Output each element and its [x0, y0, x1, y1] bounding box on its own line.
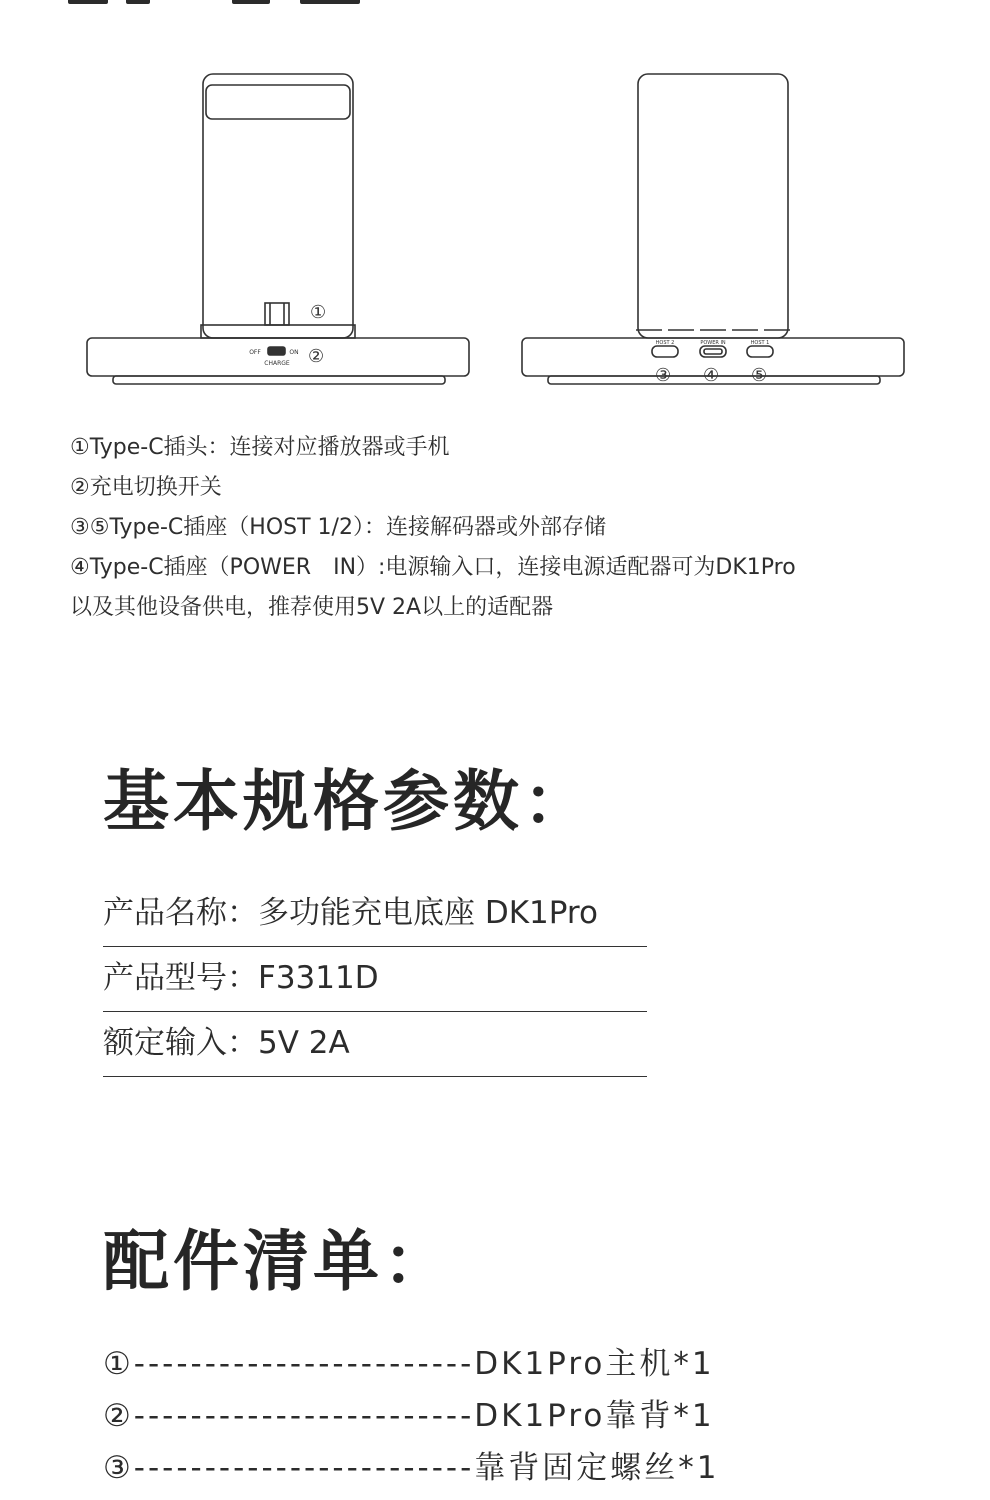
- spec-row: 产品名称：多功能充电底座 DK1Pro: [103, 884, 647, 947]
- marker-1: ①: [310, 302, 327, 323]
- description-line: ③⑤Type-C插座（HOST 1/2）：连接解码器或外部存储: [70, 515, 606, 540]
- accessory-item: ②------------------------DK1Pro靠背*1: [103, 1398, 715, 1434]
- marker-3: ③: [655, 365, 672, 386]
- specs-list: [103, 884, 647, 1077]
- accessories-list: [103, 1338, 863, 1494]
- port-host1-label: HOST 1: [750, 340, 770, 346]
- back-view-diagram: [505, 60, 925, 400]
- port-description: [70, 428, 970, 628]
- switch-caption: CHARGE: [264, 360, 290, 367]
- cropped-heading-fragment: [0, 0, 990, 8]
- accessory-item: ③------------------------靠背固定螺丝*1: [103, 1450, 720, 1486]
- spec-row: 额定输入：5V 2A: [103, 1014, 647, 1077]
- description-line: ②充电切换开关: [70, 475, 222, 500]
- accessories-heading: 配件清单：: [103, 1223, 453, 1300]
- port-host2-label: HOST 2: [655, 340, 675, 346]
- switch-on-label: ON: [289, 349, 299, 356]
- marker-2: ②: [308, 346, 325, 367]
- marker-4: ④: [703, 365, 720, 386]
- description-line: ①Type-C插头：连接对应播放器或手机: [70, 435, 450, 460]
- description-line: 以及其他设备供电，推荐使用5V 2A以上的适配器: [70, 595, 554, 620]
- switch-off-label: OFF: [249, 349, 261, 356]
- spec-row: 产品型号：F3311D: [103, 949, 647, 1012]
- accessory-item: ①------------------------DK1Pro主机*1: [103, 1346, 715, 1382]
- port-power-label: POWER IN: [700, 340, 726, 346]
- description-line: ④Type-C插座（POWER IN）:电源输入口，连接电源适配器可为DK1Pro: [70, 555, 796, 580]
- marker-5: ⑤: [751, 365, 768, 386]
- front-view-diagram: [70, 60, 490, 400]
- specs-heading: 基本规格参数：: [103, 763, 593, 840]
